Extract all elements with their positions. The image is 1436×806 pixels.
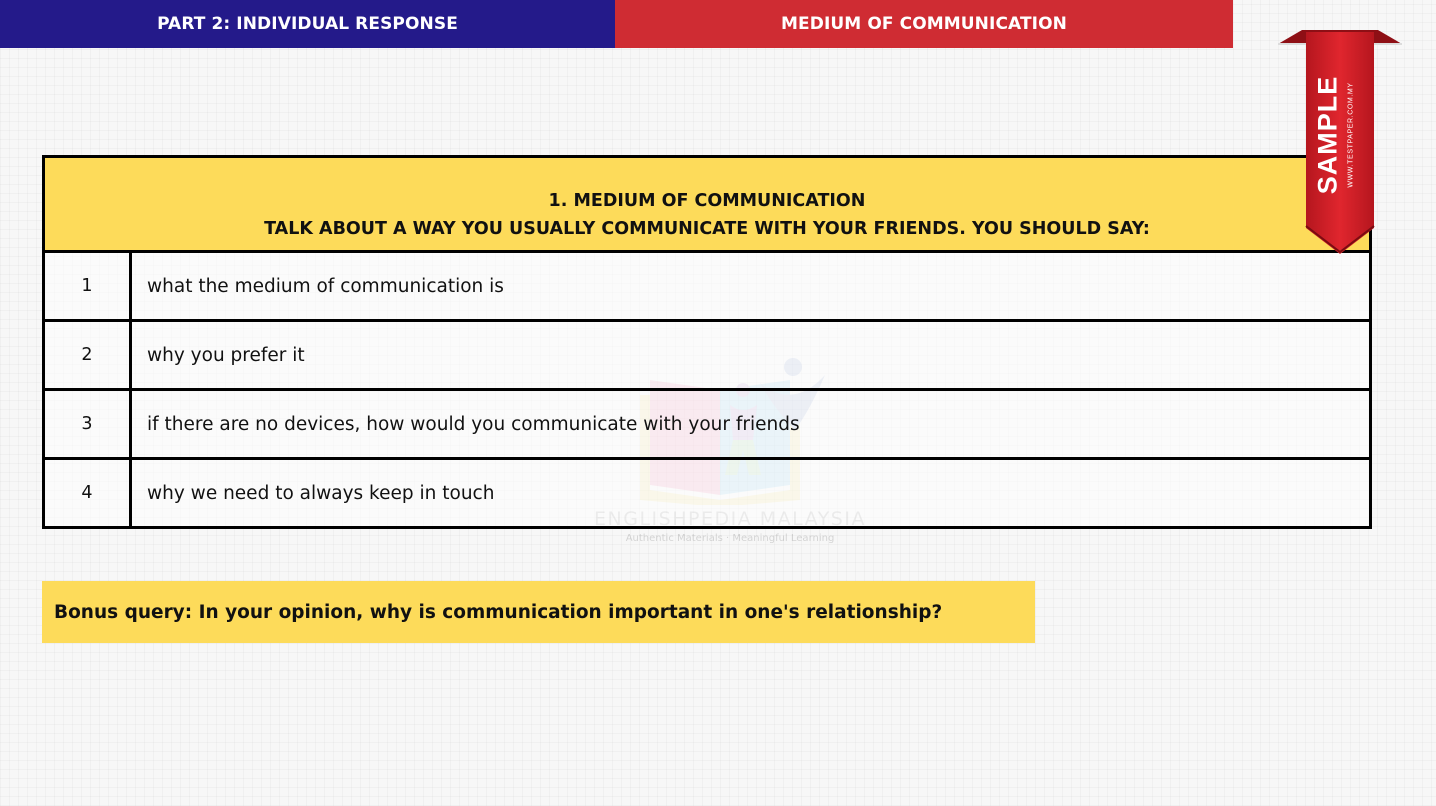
task-header-cell [44, 157, 1371, 252]
task-table [42, 155, 1372, 529]
task-header-row [44, 157, 1371, 252]
prompt-text: what the medium of communication is [131, 252, 1371, 321]
bonus-query-box [42, 581, 1035, 643]
prompt-number: 1 [44, 252, 131, 321]
prompt-row [44, 390, 1371, 459]
ribbon-url: WWW.TESTPAPER.COM.MY [1347, 82, 1355, 188]
prompt-number: 3 [44, 390, 131, 459]
prompt-number: 2 [44, 321, 131, 390]
prompt-text: if there are no devices, how would you communicate with your friends [131, 390, 1371, 459]
prompt-row [44, 252, 1371, 321]
watermark-tagline: Authentic Materials · Meaningful Learning [625, 533, 835, 544]
bonus-query-text: Bonus query: In your opinion, why is communication important in one's relationship? [54, 601, 943, 623]
section-header-topic-label: MEDIUM OF COMMUNICATION [781, 14, 1067, 34]
prompt-text: why you prefer it [131, 321, 1371, 390]
sample-ribbon [1306, 60, 1366, 210]
prompt-row [44, 459, 1371, 528]
prompt-text: why we need to always keep in touch [131, 459, 1371, 528]
ribbon-label: SAMPLE [1312, 75, 1343, 195]
section-header-topic [615, 0, 1233, 48]
prompt-row [44, 321, 1371, 390]
section-header-part [0, 0, 615, 48]
section-header-part-label: PART 2: INDIVIDUAL RESPONSE [157, 14, 458, 34]
prompt-number: 4 [44, 459, 131, 528]
task-instruction: TALK ABOUT A WAY YOU USUALLY COMMUNICATE WITH YOUR FRIENDS. YOU SHOULD SAY: [264, 219, 1150, 239]
task-title: 1. MEDIUM OF COMMUNICATION [548, 191, 866, 211]
